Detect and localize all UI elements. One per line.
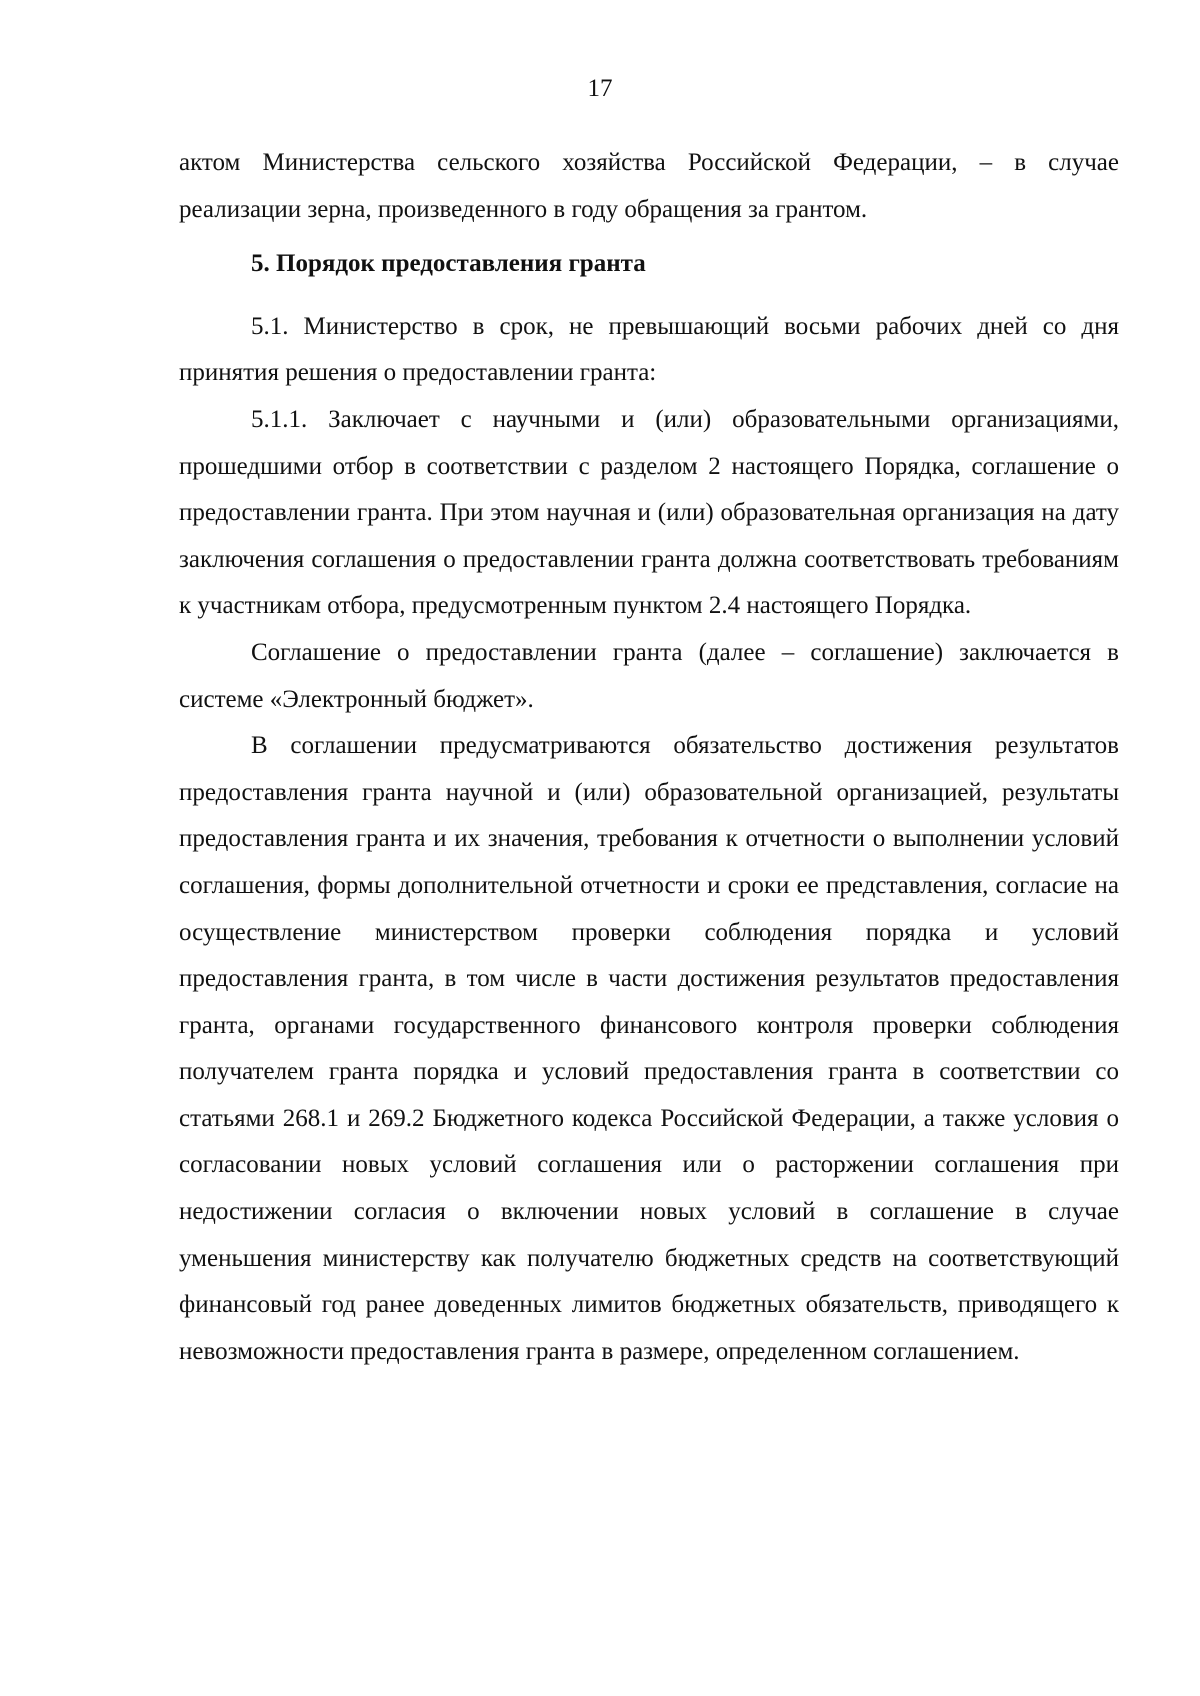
paragraph-5-1: 5.1. Министерство в срок, не превышающий восьми рабочих дней со дня принятия решения о предоставлении гранта: [179, 312, 1119, 387]
page-number: 17 [587, 75, 613, 102]
paragraph-provisions: В соглашении предусматриваются обязательство достижения результатов предоставления гранта научной и (или) образовательной организацией, результаты предоставления гранта и их значения, требования к отчетности о выполнении условий соглашения, формы дополнительной отчетности и сроки ее представления, согласие на осуществление министерством проверки соблюдения порядка и условий предоставления гранта, в том числе в части достижения результатов предоставления гранта, органами государственного финансового контроля проверки соблюдения получателем гранта порядка и условий предоставления гранта в соответствии со статьями 268.1 и 269.2 Бюджетного кодекса Российской Федерации, а также условия о согласовании новых условий соглашения или о расторжении соглашения при недостижении согласия о включении новых условий в соглашение в случае уменьшения министерству как получателю бюджетных средств на соответствующий финансовый год ранее доведенных лимитов бюджетных обязательств, приводящего к невозможности предоставления гранта в размере, определенном соглашением. [179, 732, 1119, 1365]
section-title: 5. Порядок предоставления гранта [251, 250, 646, 278]
paragraph-5-1-1: 5.1.1. Заключает с научными и (или) образовательными организациями, прошедшими отбор в соответствии с разделом 2 настоящего Порядка, соглашение о предоставлении гранта. При этом научная и (или) образовательная организация на дату заключения соглашения о предоставлении гранта должна соответствовать требованиям к участникам отбора, предусмотренным пунктом 2.4 настоящего Порядка. [179, 405, 1119, 620]
document-body [179, 140, 1119, 1375]
paragraph-agreement: Соглашение о предоставлении гранта (далее – соглашение) заключается в системе «Электронный бюджет». [179, 638, 1119, 713]
paragraph-intro: актом Министерства сельского хозяйства Российской Федерации, – в случае реализации зерна, произведенного в году обращения за грантом. [179, 149, 1119, 223]
